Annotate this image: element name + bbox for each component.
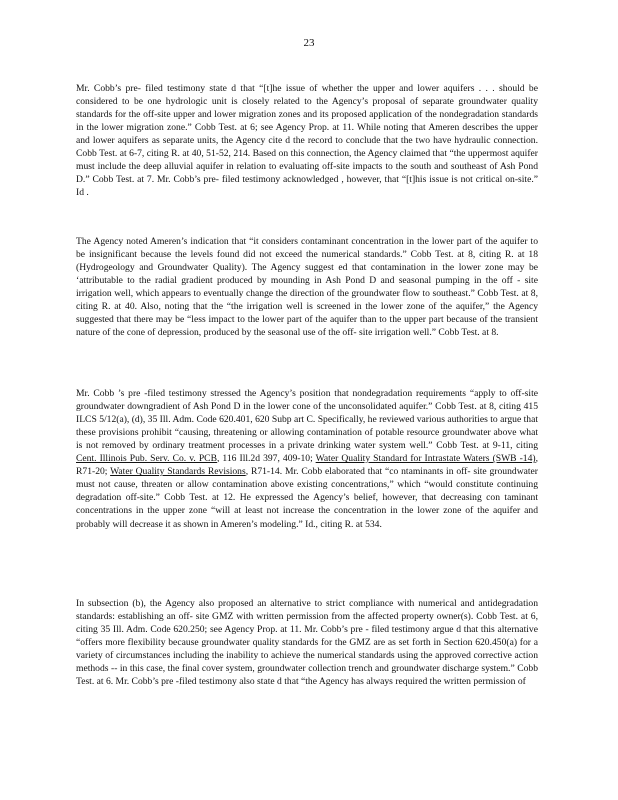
citation-water-quality-standard-intrastate: Water Quality Standard for Intrastate Waters (SWB -14)	[315, 453, 536, 465]
page-number: 23	[303, 37, 315, 49]
paragraph-cobb-testimony-aquifers: Mr. Cobb’s pre- filed testimony state d that “[t]he issue of whether the upper and lower aquifers . . . should be considered to be one hydrologic unit is closely related to the Agency’s proposal of separate groundwater quality standards for the off-site upper and lower migration zones and its proposed application of the nondegradation standards in the lower migration zone.” Cobb Test. at 6; see Agency Prop. at 11. While noting that Ameren describes the upper and lower aquifers as separate units, the Agency cite d the record to conclude that the two have hydraulic connection. Cobb Test. at 6-7, citing R. at 40, 51-52, 214. Based on this connection, the Agency claimed that “the uppermost aquifer must include the deep alluvial aquifer in relation to evaluating off-site impacts to the south and southeast of Ash Pond D.” Cobb Test. at 7. Mr. Cobb’s pre- filed testimony acknowledged , however, that “[t]his issue is not critical on-site.” Id .	[76, 82, 538, 199]
case-citation-cips-v-pcb: Cent. Illinois Pub. Serv. Co. v. PCB	[76, 453, 217, 465]
paragraph-text-segment: , R71-20;	[76, 453, 538, 478]
paragraph-text-segment: , R71-14. Mr. Cobb elaborated that “co ntaminants in off- site groundwater must not cause, threaten or allow contamination above existing concentrations,” which “would constitute continuing degradation off-site.” Cobb Test. at 12. He expressed the Agency’s belief, however, that decreasing con taminant concentrations in the upper zone “will at least not increase the concentration in the lower zone of the aquifer and probably will decrease it as shown in Ameren’s modeling.” Id., citing R. at 534.	[76, 466, 538, 530]
paragraph-text-segment: , 116 Ill.2d 397, 409-10;	[216, 453, 316, 465]
paragraph-text-segment: Mr. Cobb ’s pre -filed testimony stressed the Agency’s position that nondegradation requirements “apply to off-site groundwater downgradient of Ash Pond D in the lower cone of the unconsolidated aquifer.” Cobb Test. at 8, citing 415 ILCS 5/12(a), (d), 35 Ill. Adm. Code 620.401, 620 Subp art C. Specifically, he reviewed various authorities to argue that these provisions prohibit “causing, threatening or allowing contamination of potable resource groundwater above what is not removed by ordinary treatment processes in a private drinking water system well.” Cobb Test. at 9-11, citing	[76, 387, 539, 451]
paragraph-nondegradation-requirements	[76, 387, 538, 531]
paragraph-offsite-gmz-alternative: In subsection (b), the Agency also proposed an alternative to strict compliance with numerical and antidegradation standards: establishing an off- site GMZ with written permission from the affected property owner(s). Cobb Test. at 6, citing 35 Ill. Adm. Code 620.250; see Agency Prop. at 11. Mr. Cobb’s pre - filed testimony argue d that this alternative “offers more flexibility because groundwater quality standards for the GMZ are as set forth in Section 620.450(a) for a variety of circumstances including the inability to achieve the numerical standards using the approved corrective action methods -- in this case, the final cover system, groundwater collection trench and groundwater discharge system.” Cobb Test. at 6. Mr. Cobb’s pre -filed testimony also state d that “the Agency has always required the written permission of	[76, 597, 538, 688]
paragraph-agency-contaminant-concentration: The Agency noted Ameren’s indication that “it considers contaminant concentration in the lower part of the aquifer to be insignificant because the levels found did not exceed the numerical standards.” Cobb Test. at 8, citing R. at 18 (Hydrogeology and Groundwater Quality). The Agency suggest ed that contamination in the lower zone may be ‘attributable to the radial gradient produced by mounding in Ash Pond D and seasonal pumping in the off - site irrigation well, which appears to eventually change the direction of the groundwater flow to southeast.” Cobb Test. at 8, citing R. at 40. Also, noting that the “the irrigation well is screened in the lower zone of the aquifer,” the Agency suggested that there may be “less impact to the lower part of the aquifer than to the upper part because of the transient nature of the cone of depression, produced by the seasonal use of the off- site irrigation well.” Cobb Test. at 8.	[76, 235, 538, 339]
citation-water-quality-standards-revisions: Water Quality Standards Revisions	[110, 466, 246, 478]
